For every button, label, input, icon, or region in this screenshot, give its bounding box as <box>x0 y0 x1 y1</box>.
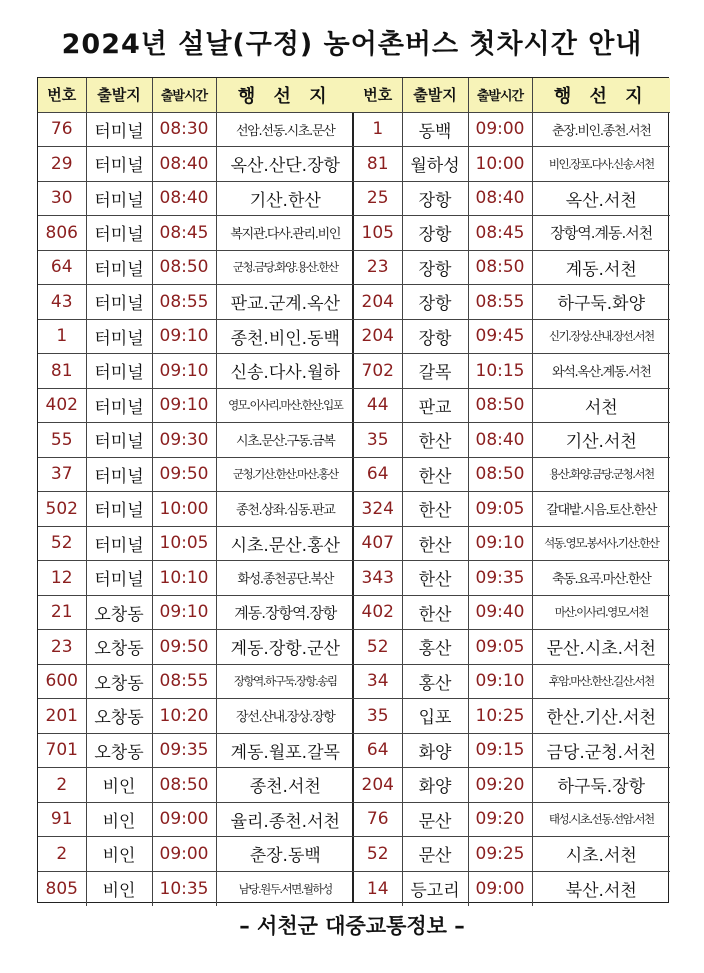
table-row <box>38 181 354 216</box>
origin-stop: 화양 <box>402 768 468 803</box>
route-stops: 마산.이사리.영모.서천 <box>532 595 670 630</box>
route-stops: 종천.비인.동백 <box>216 319 354 354</box>
departure-time: 10:35 <box>152 871 216 906</box>
route-stops: 장항역.하구둑.장항.송림 <box>216 664 354 699</box>
departure-time: 09:00 <box>152 837 216 872</box>
table-row <box>38 871 354 906</box>
table-row <box>354 526 670 561</box>
table-row <box>38 250 354 285</box>
route-stops: 갈대밭.시음.토산.한산 <box>532 492 670 527</box>
route-stops: 복지관.다사.관리.비인 <box>216 216 354 251</box>
origin-stop: 입포 <box>402 699 468 734</box>
bus-number: 81 <box>354 147 402 182</box>
departure-time: 08:30 <box>152 112 216 147</box>
schedule-body-left <box>38 112 354 906</box>
origin-stop: 터미널 <box>86 112 152 147</box>
table-row <box>38 354 354 389</box>
origin-stop: 오창동 <box>86 595 152 630</box>
table-row <box>38 699 354 734</box>
table-header-row <box>354 78 670 112</box>
origin-stop: 터미널 <box>86 388 152 423</box>
departure-time: 09:00 <box>152 802 216 837</box>
bus-number: 91 <box>38 802 86 837</box>
bus-number: 204 <box>354 285 402 320</box>
origin-stop: 비인 <box>86 871 152 906</box>
route-stops: 문산.시초.서천 <box>532 630 670 665</box>
table-row <box>38 630 354 665</box>
route-stops: 장선.산내.장상.장항 <box>216 699 354 734</box>
bus-number: 21 <box>38 595 86 630</box>
origin-stop: 판교 <box>402 388 468 423</box>
origin-stop: 터미널 <box>86 147 152 182</box>
bus-number: 502 <box>38 492 86 527</box>
origin-stop: 한산 <box>402 561 468 596</box>
route-stops: 영모.이사리.마산.한산.입포 <box>216 388 354 423</box>
route-stops: 계동.장항.군산 <box>216 630 354 665</box>
route-stops: 화성.종천공단.북산 <box>216 561 354 596</box>
origin-stop: 월하성 <box>402 147 468 182</box>
bus-number: 64 <box>354 733 402 768</box>
table-row <box>38 388 354 423</box>
departure-time: 08:55 <box>152 664 216 699</box>
origin-stop: 비인 <box>86 768 152 803</box>
route-stops: 계동.월포.갈목 <box>216 733 354 768</box>
bus-number: 55 <box>38 423 86 458</box>
bus-number: 201 <box>38 699 86 734</box>
table-row <box>38 112 354 147</box>
table-row <box>38 733 354 768</box>
table-row <box>354 561 670 596</box>
departure-time: 09:05 <box>468 630 532 665</box>
departure-time: 08:50 <box>152 768 216 803</box>
bus-number: 76 <box>38 112 86 147</box>
origin-stop: 갈목 <box>402 354 468 389</box>
table-row <box>38 423 354 458</box>
table-row <box>38 216 354 251</box>
bus-number: 701 <box>38 733 86 768</box>
route-stops: 장항역.계동.서천 <box>532 216 670 251</box>
bus-number: 805 <box>38 871 86 906</box>
bus-number: 37 <box>38 457 86 492</box>
departure-time: 10:00 <box>468 147 532 182</box>
route-stops: 옥산.산단.장항 <box>216 147 354 182</box>
departure-time: 09:10 <box>152 354 216 389</box>
table-row <box>354 664 670 699</box>
bus-number: 12 <box>38 561 86 596</box>
departure-time: 09:00 <box>468 871 532 906</box>
origin-stop: 문산 <box>402 802 468 837</box>
origin-stop: 장항 <box>402 216 468 251</box>
departure-time: 08:55 <box>468 285 532 320</box>
route-stops: 한산.기산.서천 <box>532 699 670 734</box>
route-stops: 종천.서천 <box>216 768 354 803</box>
header-origin: 출발지 <box>402 78 468 112</box>
route-stops: 와석.옥산.계동.서천 <box>532 354 670 389</box>
table-row <box>38 319 354 354</box>
bus-number: 52 <box>354 630 402 665</box>
route-stops: 춘장.비인.종천.서천 <box>532 112 670 147</box>
table-row <box>354 457 670 492</box>
origin-stop: 터미널 <box>86 250 152 285</box>
route-stops: 하구둑.장항 <box>532 768 670 803</box>
bus-number: 402 <box>354 595 402 630</box>
table-row <box>38 595 354 630</box>
page-title: 2024년 설날(구정) 농어촌버스 첫차시간 안내 <box>61 29 643 60</box>
schedule-tables <box>37 77 669 903</box>
departure-time: 10:10 <box>152 561 216 596</box>
bus-number: 600 <box>38 664 86 699</box>
route-stops: 시초.문산.구동.금복 <box>216 423 354 458</box>
departure-time: 08:40 <box>152 147 216 182</box>
bus-number: 64 <box>354 457 402 492</box>
bus-number: 64 <box>38 250 86 285</box>
schedule-body-right <box>354 112 670 906</box>
table-row <box>354 112 670 147</box>
table-row <box>38 561 354 596</box>
route-stops: 신기.장상.산내.장선.서천 <box>532 319 670 354</box>
bus-number: 343 <box>354 561 402 596</box>
table-row <box>354 802 670 837</box>
footer-credit: – 서천군 대중교통정보 – <box>239 914 465 938</box>
departure-time: 08:50 <box>468 388 532 423</box>
header-destination: 행 선 지 <box>216 78 354 112</box>
route-stops: 태성.시초.선동.선암.서천 <box>532 802 670 837</box>
origin-stop: 동백 <box>402 112 468 147</box>
route-stops: 군청.금당.화양.용산.한산 <box>216 250 354 285</box>
table-row <box>38 147 354 182</box>
route-stops: 서천 <box>532 388 670 423</box>
route-stops: 시초.서천 <box>532 837 670 872</box>
departure-time: 09:40 <box>468 595 532 630</box>
table-row <box>38 664 354 699</box>
table-row <box>354 181 670 216</box>
departure-time: 09:35 <box>468 561 532 596</box>
origin-stop: 장항 <box>402 181 468 216</box>
origin-stop: 터미널 <box>86 354 152 389</box>
table-row <box>38 802 354 837</box>
departure-time: 09:10 <box>152 595 216 630</box>
bus-number: 52 <box>38 526 86 561</box>
departure-time: 08:40 <box>468 181 532 216</box>
table-row <box>354 423 670 458</box>
bus-number: 23 <box>38 630 86 665</box>
route-stops: 옥산.서천 <box>532 181 670 216</box>
header-time: 출발시간 <box>468 78 532 112</box>
bus-number: 81 <box>38 354 86 389</box>
departure-time: 10:00 <box>152 492 216 527</box>
origin-stop: 터미널 <box>86 492 152 527</box>
origin-stop: 터미널 <box>86 526 152 561</box>
table-row <box>354 216 670 251</box>
bus-number: 105 <box>354 216 402 251</box>
route-stops: 시초.문산.홍산 <box>216 526 354 561</box>
origin-stop: 장항 <box>402 285 468 320</box>
route-stops: 춘장.동백 <box>216 837 354 872</box>
departure-time: 09:10 <box>152 319 216 354</box>
table-row <box>38 285 354 320</box>
origin-stop: 오창동 <box>86 733 152 768</box>
origin-stop: 홍산 <box>402 630 468 665</box>
origin-stop: 한산 <box>402 595 468 630</box>
header-time: 출발시간 <box>152 78 216 112</box>
route-stops: 후암.마산.한산.길산.서천 <box>532 664 670 699</box>
bus-number: 43 <box>38 285 86 320</box>
table-header-row <box>38 78 354 112</box>
bus-number: 702 <box>354 354 402 389</box>
departure-time: 08:50 <box>468 250 532 285</box>
route-stops: 종천.상좌.심동.판교 <box>216 492 354 527</box>
table-row <box>354 319 670 354</box>
schedule-table-right <box>354 78 670 906</box>
departure-time: 09:05 <box>468 492 532 527</box>
route-stops: 신송.다사.월하 <box>216 354 354 389</box>
origin-stop: 터미널 <box>86 181 152 216</box>
origin-stop: 터미널 <box>86 216 152 251</box>
bus-number: 34 <box>354 664 402 699</box>
departure-time: 09:00 <box>468 112 532 147</box>
table-row <box>354 285 670 320</box>
origin-stop: 터미널 <box>86 319 152 354</box>
route-stops: 계동.서천 <box>532 250 670 285</box>
header-origin: 출발지 <box>86 78 152 112</box>
table-row <box>354 699 670 734</box>
route-stops: 율리.종천.서천 <box>216 802 354 837</box>
route-stops: 기산.서천 <box>532 423 670 458</box>
departure-time: 08:45 <box>468 216 532 251</box>
table-row <box>354 837 670 872</box>
origin-stop: 비인 <box>86 837 152 872</box>
table-row <box>354 147 670 182</box>
origin-stop: 터미널 <box>86 457 152 492</box>
origin-stop: 터미널 <box>86 423 152 458</box>
route-stops: 용산.화양.금당.군청.서천 <box>532 457 670 492</box>
schedule-left <box>38 78 354 902</box>
departure-time: 09:50 <box>152 457 216 492</box>
bus-number: 14 <box>354 871 402 906</box>
header-number: 번호 <box>38 78 86 112</box>
table-row <box>354 768 670 803</box>
table-row <box>38 526 354 561</box>
departure-time: 09:45 <box>468 319 532 354</box>
table-row <box>354 354 670 389</box>
origin-stop: 오창동 <box>86 699 152 734</box>
bus-number: 52 <box>354 837 402 872</box>
table-row <box>354 871 670 906</box>
schedule-right <box>354 78 670 902</box>
origin-stop: 한산 <box>402 526 468 561</box>
bus-number: 204 <box>354 768 402 803</box>
origin-stop: 장항 <box>402 319 468 354</box>
departure-time: 08:50 <box>152 250 216 285</box>
route-stops: 금당.군청.서천 <box>532 733 670 768</box>
departure-time: 09:20 <box>468 768 532 803</box>
origin-stop: 한산 <box>402 423 468 458</box>
route-stops: 계동.장항역.장항 <box>216 595 354 630</box>
table-row <box>38 457 354 492</box>
table-row <box>354 388 670 423</box>
bus-number: 324 <box>354 492 402 527</box>
origin-stop: 한산 <box>402 457 468 492</box>
bus-number: 76 <box>354 802 402 837</box>
table-row <box>38 837 354 872</box>
schedule-table-left <box>38 78 354 906</box>
bus-number: 2 <box>38 837 86 872</box>
origin-stop: 터미널 <box>86 285 152 320</box>
table-row <box>38 768 354 803</box>
departure-time: 09:10 <box>468 526 532 561</box>
departure-time: 10:15 <box>468 354 532 389</box>
bus-number: 2 <box>38 768 86 803</box>
bus-number: 1 <box>38 319 86 354</box>
bus-number: 35 <box>354 699 402 734</box>
origin-stop: 오창동 <box>86 630 152 665</box>
departure-time: 10:25 <box>468 699 532 734</box>
origin-stop: 문산 <box>402 837 468 872</box>
route-stops: 판교.군계.옥산 <box>216 285 354 320</box>
origin-stop: 오창동 <box>86 664 152 699</box>
origin-stop: 한산 <box>402 492 468 527</box>
departure-time: 10:20 <box>152 699 216 734</box>
bus-number: 30 <box>38 181 86 216</box>
header-number: 번호 <box>354 78 402 112</box>
table-row <box>354 630 670 665</box>
bus-number: 806 <box>38 216 86 251</box>
departure-time: 09:10 <box>152 388 216 423</box>
bus-number: 44 <box>354 388 402 423</box>
origin-stop: 화양 <box>402 733 468 768</box>
bus-number: 204 <box>354 319 402 354</box>
origin-stop: 터미널 <box>86 561 152 596</box>
departure-time: 09:30 <box>152 423 216 458</box>
bus-number: 1 <box>354 112 402 147</box>
departure-time: 09:15 <box>468 733 532 768</box>
table-row <box>354 595 670 630</box>
bus-number: 35 <box>354 423 402 458</box>
bus-number: 25 <box>354 181 402 216</box>
table-row <box>38 492 354 527</box>
origin-stop: 비인 <box>86 802 152 837</box>
table-row <box>354 250 670 285</box>
origin-stop: 등고리 <box>402 871 468 906</box>
route-stops: 군청.기산.한산.마산.홍산 <box>216 457 354 492</box>
origin-stop: 홍산 <box>402 664 468 699</box>
route-stops: 하구둑.화양 <box>532 285 670 320</box>
origin-stop: 장항 <box>402 250 468 285</box>
route-stops: 비인.장포.다사.신송.서천 <box>532 147 670 182</box>
departure-time: 08:40 <box>468 423 532 458</box>
bus-number: 23 <box>354 250 402 285</box>
departure-time: 10:05 <box>152 526 216 561</box>
route-stops: 북산.서천 <box>532 871 670 906</box>
departure-time: 08:50 <box>468 457 532 492</box>
departure-time: 08:45 <box>152 216 216 251</box>
route-stops: 남당.원두.서면.월하성 <box>216 871 354 906</box>
departure-time: 09:25 <box>468 837 532 872</box>
route-stops: 석동.영모.봉서사.기산.한산 <box>532 526 670 561</box>
table-row <box>354 492 670 527</box>
table-row <box>354 733 670 768</box>
departure-time: 08:55 <box>152 285 216 320</box>
route-stops: 기산.한산 <box>216 181 354 216</box>
departure-time: 09:50 <box>152 630 216 665</box>
bus-number: 407 <box>354 526 402 561</box>
route-stops: 축동.요곡.마산.한산 <box>532 561 670 596</box>
departure-time: 09:20 <box>468 802 532 837</box>
bus-number: 402 <box>38 388 86 423</box>
header-destination: 행 선 지 <box>532 78 670 112</box>
route-stops: 선암.선동.시초.문산 <box>216 112 354 147</box>
departure-time: 09:10 <box>468 664 532 699</box>
bus-number: 29 <box>38 147 86 182</box>
departure-time: 08:40 <box>152 181 216 216</box>
departure-time: 09:35 <box>152 733 216 768</box>
